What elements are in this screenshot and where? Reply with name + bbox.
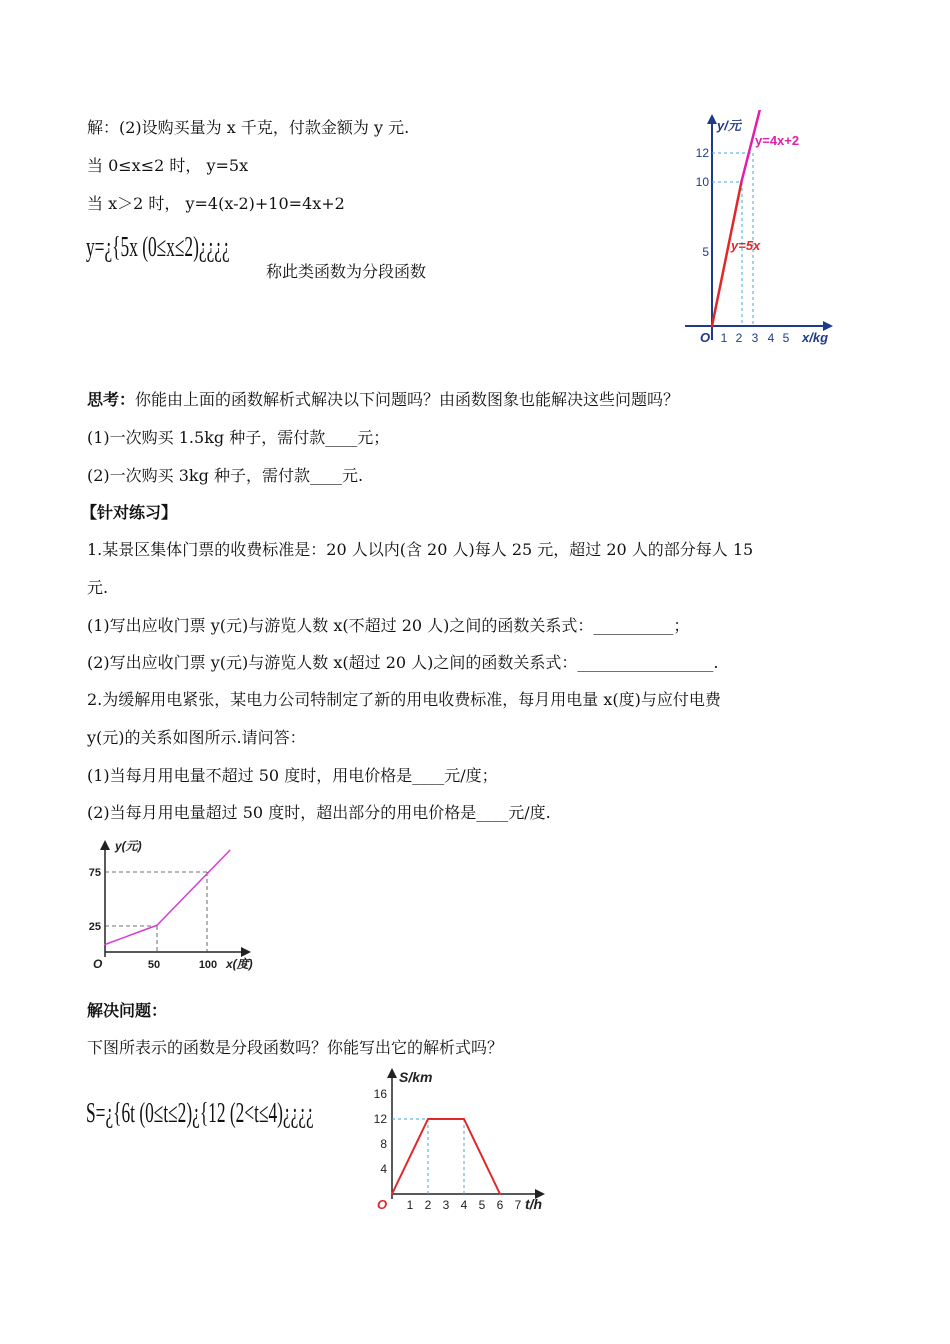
graph-1 xyxy=(675,110,845,350)
practice-2-q2: (2)当每月用电量超过 50 度时，超出部分的用电价格是____元/度. xyxy=(87,803,551,822)
piecewise-formula-1: y=¿{5x (0≤x≤2)¿¿¿¿ xyxy=(86,232,230,263)
graph1-line-label-top: y=4x+2 xyxy=(755,133,800,148)
graph3-xtick-6: 6 xyxy=(496,1198,504,1212)
g2-series-segment-0-2 xyxy=(209,850,230,871)
piecewise-note: 称此类函数为分段函数 xyxy=(266,262,427,281)
graph1-ytick-12: 12 xyxy=(695,146,709,160)
graph3-xtick-1: 1 xyxy=(406,1198,414,1212)
graph3-xtick-7: 7 xyxy=(514,1198,522,1212)
graph1-x-label: x/kg xyxy=(802,330,829,345)
graph3-xtick-5: 5 xyxy=(478,1198,486,1212)
graph1-line-label-bottom: y=5x xyxy=(731,238,761,253)
practice-2-q1: (1)当每月用电量不超过 50 度时，用电价格是____元/度； xyxy=(87,766,498,785)
graph3-xtick-4: 4 xyxy=(460,1198,468,1212)
solution-line-3: 当 x＞2 时， y=4(x-2)+10=4x+2 xyxy=(87,194,345,213)
practice-heading: 【针对练习】 xyxy=(81,503,178,522)
practice-1-q2: (2)写出应收门票 y(元)与游览人数 x(超过 20 人)之间的函数关系式：_________________. xyxy=(87,653,719,672)
graph3-ytick-16: 16 xyxy=(373,1087,387,1101)
graph-3 xyxy=(365,1062,560,1217)
graph2-xtick-100: 100 xyxy=(198,959,218,971)
g3-series-segment-0-0 xyxy=(392,1119,428,1194)
graph2-y-label: y(元) xyxy=(115,839,142,853)
graph1-xtick-2: 2 xyxy=(735,331,743,345)
graph3-xtick-3: 3 xyxy=(442,1198,450,1212)
graph1-y-label: y/元 xyxy=(717,118,741,133)
g1-series-segment-0-0 xyxy=(712,182,741,326)
think-q1: (1)一次购买 1.5kg 种子，需付款____元； xyxy=(87,428,390,447)
graph1-xtick-5: 5 xyxy=(782,331,790,345)
practice-1-line-2: 元. xyxy=(87,578,109,597)
graph1-xtick-1: 1 xyxy=(720,331,728,345)
think-text: 你能由上面的函数解析式解决以下问题吗？由函数图象也能解决这些问题吗？ xyxy=(135,390,680,409)
graph2-ytick-25: 25 xyxy=(88,921,101,933)
graph1-xtick-3: 3 xyxy=(751,331,759,345)
graph2-ytick-75: 75 xyxy=(88,867,101,879)
graph1-xtick-4: 4 xyxy=(767,331,775,345)
think-heading: 思考： xyxy=(87,390,136,409)
solution-line-1: 解：(2)设购买量为 x 千克，付款金额为 y 元. xyxy=(87,118,410,137)
think-q2: (2)一次购买 3kg 种子，需付款____元. xyxy=(87,466,364,485)
graph1-ytick-5: 5 xyxy=(702,245,709,259)
graph1-origin: O xyxy=(700,330,711,345)
practice-1-q1: (1)写出应收门票 y(元)与游览人数 x(不超过 20 人)之间的函数关系式：__________； xyxy=(87,616,690,635)
piecewise-formula-2: S=¿{6t (0≤t≤2)¿{12 (2<t≤4)¿¿¿¿ xyxy=(86,1098,314,1129)
practice-2-line-1: 2.为缓解用电紧张，某电力公司特制定了新的用电收费标准，每月用电量 x(度)与应付电费 xyxy=(87,690,721,709)
graph1-ytick-10: 10 xyxy=(695,175,709,189)
practice-1-line-1: 1.某景区集体门票的收费标准是：20 人以内(含 20 人)每人 25 元，超过 20 人的部分每人 15 xyxy=(87,540,754,559)
graph3-x-label: t/h xyxy=(525,1196,543,1212)
g2-series-segment-0-1 xyxy=(157,872,209,926)
g2-series-segment-0-0 xyxy=(105,925,157,944)
solution-line-2: 当 0≤x≤2 时， y=5x xyxy=(87,156,249,175)
graph3-origin: O xyxy=(377,1197,388,1212)
g1-series-segment-1-1 xyxy=(756,110,768,124)
graph2-origin: O xyxy=(93,957,103,971)
graph3-ytick-4: 4 xyxy=(380,1162,387,1176)
graph2-xtick-50: 50 xyxy=(147,959,161,971)
solve-heading: 解决问题： xyxy=(87,1001,168,1020)
graph2-x-label: x(度) xyxy=(226,957,253,971)
graph3-xtick-2: 2 xyxy=(424,1198,432,1212)
graph3-ytick-12: 12 xyxy=(373,1112,387,1126)
think-line xyxy=(87,390,679,410)
graph3-y-label: S/km xyxy=(399,1069,433,1085)
graph3-ytick-8: 8 xyxy=(380,1137,387,1151)
graph-2 xyxy=(85,832,275,972)
g3-series-segment-0-2 xyxy=(464,1119,500,1194)
solve-text: 下图所表示的函数是分段函数吗？你能写出它的解析式吗？ xyxy=(87,1038,504,1057)
practice-2-line-2: y(元)的关系如图所示.请问答： xyxy=(87,728,306,747)
